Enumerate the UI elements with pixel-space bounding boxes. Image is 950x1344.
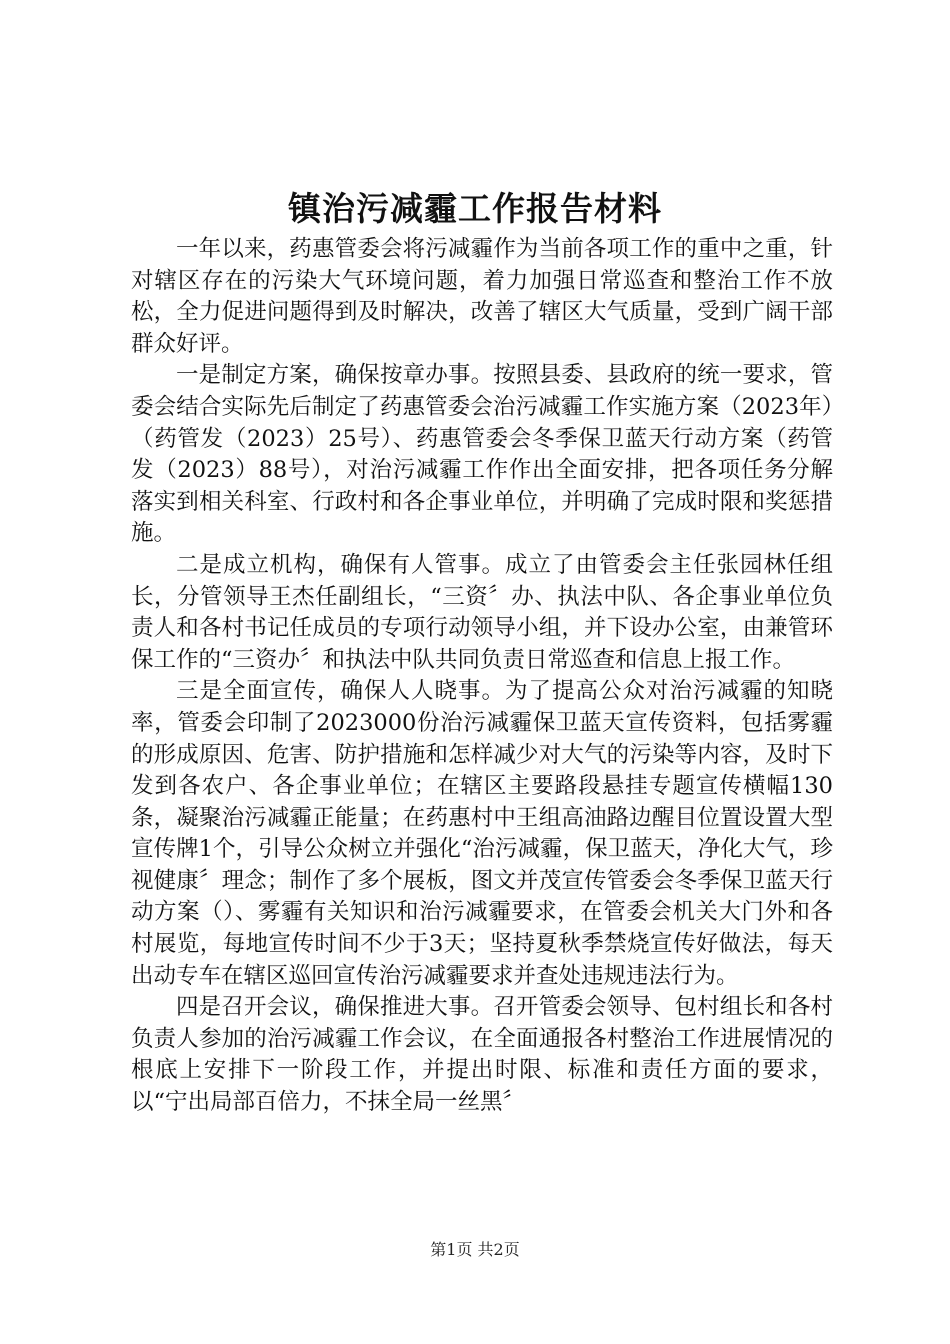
paragraph-organization: 二是成立机构，确保有人管事。成立了由管委会主任张园林任组长，分管领导王杰任副组长，“三资〞办、执法中队、各企事业单位负责人和各村书记任成员的专项行动领导小组，并下设办公室，由兼管环保工作的“三资办〞和执法中队共同负责日常巡查和信息上报工作。 — [131, 551, 833, 673]
document-title: 镇治污减霾工作报告材料 — [288, 189, 662, 228]
page-footer: 第1页 共2页 — [430, 1240, 520, 1259]
paragraph-plan: 一是制定方案，确保按章办事。按照县委、县政府的统一要求，管委会结合实际先后制定了药惠管委会治污减霾工作实施方案（2023年）（药管发（2023）25号）、药惠管委会冬季保卫蓝天行动方案（药管发（2023）88号），对治污减霾工作作出全面安排，把各项任务分解落实到相关科室、行政村和各企事业单位，并明确了完成时限和奖惩措施。 — [131, 362, 833, 547]
paragraph-publicity: 三是全面宣传，确保人人晓事。为了提高公众对治污减霾的知晓率，管委会印制了2023000份治污减霾保卫蓝天宣传资料，包括雾霾的形成原因、危害、防护措施和怎样减少对大气的污染等内容，及时下发到各农户、各企事业单位；在辖区主要路段悬挂专题宣传横幅130条，凝聚治污减霾正能量；在药惠村中王组高油路边醒目位置设置大型宣传牌1个，引导公众树立并强化“治污减霾，保卫蓝天，净化大气，珍视健康〞理念；制作了多个展板，图文并茂宣传管委会冬季保卫蓝天行动方案（）、雾霾有关知识和治污减霾要求，在管委会机关大门外和各村展览，每地宣传时间不少于3天；坚持夏秋季禁烧宣传好做法，每天出动专车在辖区巡回宣传治污减霾要求并查处违规违法行为。 — [131, 678, 833, 989]
paragraph-intro: 一年以来，药惠管委会将污减霾作为当前各项工作的重中之重，针对辖区存在的污染大气环境问题，着力加强日常巡查和整治工作不放松，全力促进问题得到及时解决，改善了辖区大气质量，受到广阔干部群众好评。 — [131, 236, 833, 357]
paragraph-meeting: 四是召开会议，确保推进大事。召开管委会领导、包村组长和各村负责人参加的治污减霾工作会议，在全面通报各村整治工作进展情况的根底上安排下一阶段工作，并提出时限、标准和责任方面的要求，以“宁出局部百倍力，不抹全局一丝黑〞 — [131, 994, 833, 1116]
document-body — [131, 234, 833, 1119]
